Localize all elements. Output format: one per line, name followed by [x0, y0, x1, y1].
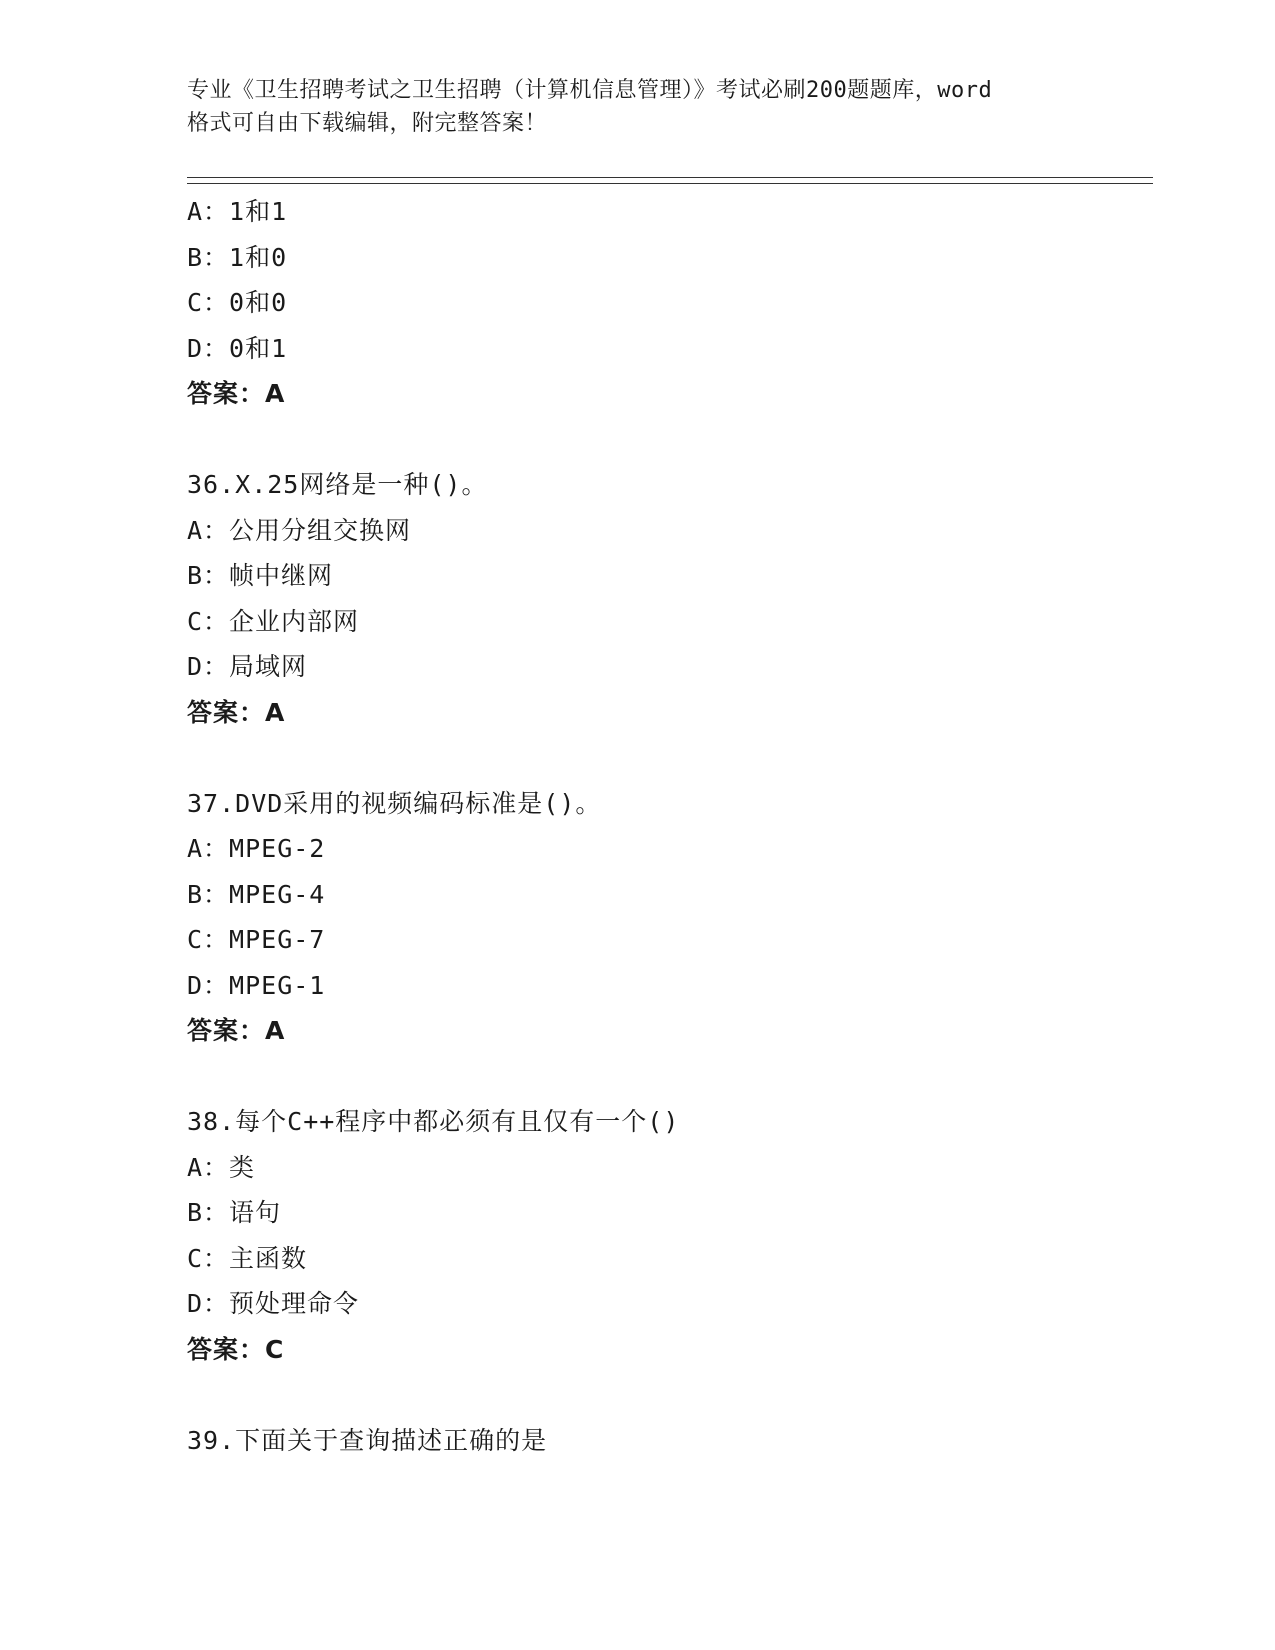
question-35-block [187, 189, 1147, 417]
option-c: C：主函数 [187, 1243, 308, 1273]
question-37-block [187, 781, 1147, 1054]
option-b: B：1和0 [187, 242, 288, 272]
header-title-line-2: 格式可自由下载编辑，附完整答案！ [187, 111, 548, 136]
question-stem: 36.X.25网络是一种()。 [187, 470, 488, 499]
question-stem: 39.下面关于查询描述正确的是 [187, 1425, 548, 1455]
question-list [187, 189, 1147, 1463]
header-title-line-1: 专业《卫生招聘考试之卫生招聘（计算机信息管理）》考试必刷200题题库，word [187, 78, 993, 103]
answer-line: 答案：A [187, 379, 286, 408]
option-c: C：MPEG-7 [187, 925, 326, 954]
option-c: C：企业内部网 [187, 606, 360, 636]
option-a: A：MPEG-2 [187, 834, 326, 863]
option-b: B：帧中继网 [187, 561, 334, 590]
spacer [187, 1054, 1147, 1100]
answer-line: 答案：C [187, 1334, 285, 1364]
option-d: D：局域网 [187, 652, 308, 681]
answer-line: 答案：A [187, 1016, 286, 1045]
document-header [187, 74, 1107, 140]
option-d: D：预处理命令 [187, 1289, 360, 1318]
spacer [187, 735, 1147, 781]
option-d: D：MPEG-1 [187, 970, 326, 1000]
option-a: A：公用分组交换网 [187, 515, 412, 545]
spacer [187, 1372, 1147, 1418]
option-b: B：MPEG-4 [187, 879, 326, 909]
question-38-block [187, 1099, 1147, 1372]
answer-line: 答案：A [187, 697, 286, 727]
header-divider [187, 177, 1153, 184]
spacer [187, 417, 1147, 463]
question-39-block [187, 1418, 1147, 1464]
question-36-block [187, 462, 1147, 735]
question-stem: 37.DVD采用的视频编码标准是()。 [187, 788, 602, 818]
option-d: D：0和1 [187, 333, 288, 363]
option-c: C：0和0 [187, 288, 288, 317]
question-stem: 38.每个C++程序中都必须有且仅有一个() [187, 1107, 680, 1136]
option-a: A：类 [187, 1152, 256, 1182]
option-a: A：1和1 [187, 197, 288, 226]
option-b: B：语句 [187, 1198, 282, 1227]
